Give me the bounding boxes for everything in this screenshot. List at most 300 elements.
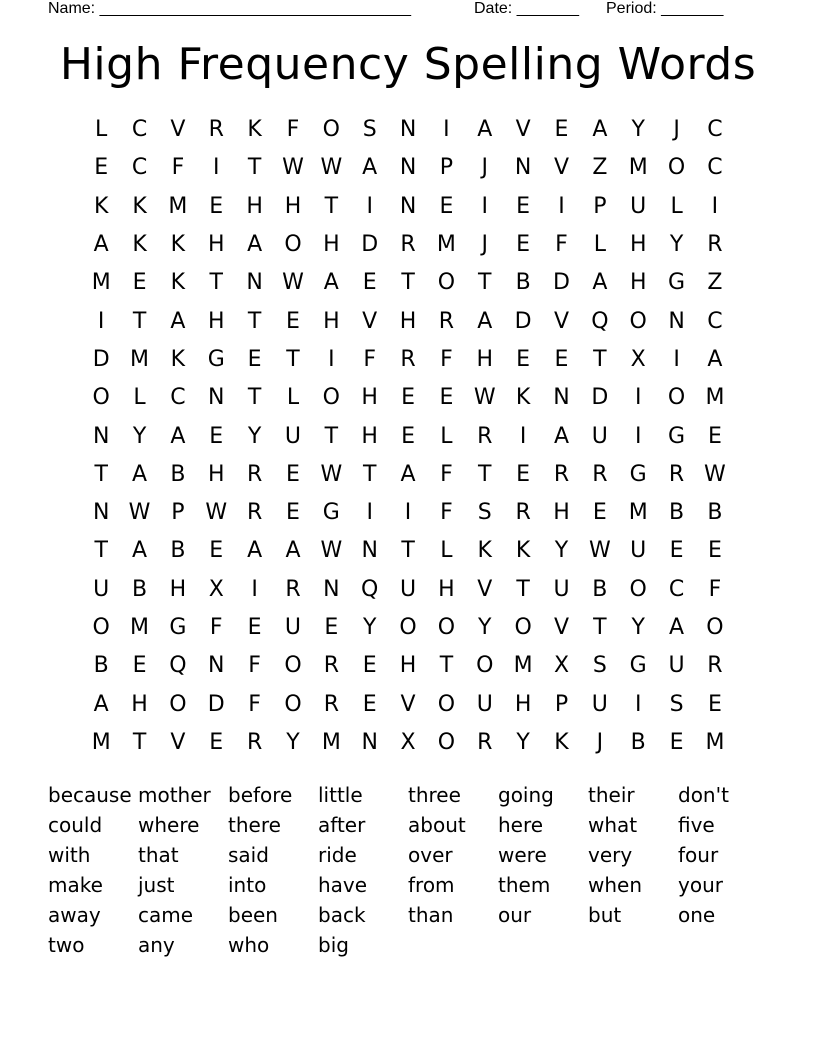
grid-letter: V xyxy=(515,117,531,143)
grid-row xyxy=(82,379,734,417)
grid-letter: E xyxy=(286,500,300,526)
grid-letter: O xyxy=(629,576,647,602)
grid-letter: J xyxy=(481,232,489,258)
grid-letter: M xyxy=(436,232,456,258)
grid-letter: Q xyxy=(591,308,609,334)
grid-letter: O xyxy=(399,615,417,640)
grid-letter: R xyxy=(668,461,685,487)
grid-letter: O xyxy=(322,117,340,143)
grid-letter: N xyxy=(399,155,417,181)
grid-letter: I xyxy=(366,193,373,219)
grid-letter: B xyxy=(170,461,186,487)
grid-letter: I xyxy=(634,423,642,449)
grid-letter: H xyxy=(169,576,187,602)
grid-letter: N xyxy=(399,193,417,219)
grid-letter: B xyxy=(630,729,646,755)
grid-letter: R xyxy=(246,461,263,487)
grid-letter: K xyxy=(477,538,492,564)
grid-letter: I xyxy=(558,193,565,219)
grid-letter: P xyxy=(439,155,454,181)
grid-letter: Y xyxy=(631,615,645,640)
grid-letter: K xyxy=(170,270,186,296)
word-list-item: were xyxy=(498,843,547,867)
grid-letter: N xyxy=(361,729,378,755)
grid-letter: T xyxy=(324,193,339,219)
grid-letter: E xyxy=(707,423,722,449)
grid-row xyxy=(82,609,734,647)
grid-letter: T xyxy=(247,155,262,181)
grid-letter: O xyxy=(514,615,532,640)
grid-letter: S xyxy=(669,691,684,717)
grid-letter: E xyxy=(554,117,569,143)
grid-letter: N xyxy=(514,155,532,181)
word-list-item: here xyxy=(498,813,544,837)
grid-letter: I xyxy=(711,193,719,219)
word-list-item: just xyxy=(138,873,175,897)
grid-letter: U xyxy=(93,576,110,602)
grid-letter: A xyxy=(285,538,301,564)
grid-letter: T xyxy=(247,385,262,411)
page-title: High Frequency Spelling Words xyxy=(59,39,757,90)
grid-letter: F xyxy=(171,155,185,181)
grid-letter: A xyxy=(669,615,685,640)
grid-letter: I xyxy=(634,385,642,411)
grid-letter: F xyxy=(248,691,261,717)
grid-letter: K xyxy=(554,729,569,755)
grid-letter: M xyxy=(130,615,150,640)
grid-letter: D xyxy=(361,232,379,258)
word-list-item: four xyxy=(678,843,719,867)
grid-letter: C xyxy=(707,308,723,334)
grid-letter: A xyxy=(247,538,263,564)
grid-letter: V xyxy=(553,308,570,334)
word-list-item: with xyxy=(48,843,91,867)
period-field: Period: _______ xyxy=(606,0,724,17)
word-list-item: where xyxy=(138,813,200,837)
grid-letter: Y xyxy=(132,423,147,449)
grid-letter: R xyxy=(400,232,416,258)
grid-letter: X xyxy=(630,346,646,372)
grid-letter: K xyxy=(247,117,262,143)
grid-letter: O xyxy=(437,691,456,717)
grid-letter: Y xyxy=(362,615,377,640)
grid-letter: O xyxy=(169,691,187,717)
grid-letter: B xyxy=(93,653,109,679)
grid-letter: H xyxy=(553,500,570,526)
grid-letter: U xyxy=(284,423,302,449)
grid-row xyxy=(82,341,734,379)
grid-letter: Y xyxy=(669,232,684,258)
grid-letter: A xyxy=(400,461,416,487)
grid-letter: I xyxy=(251,576,258,602)
grid-letter: K xyxy=(515,385,531,411)
grid-letter: T xyxy=(401,538,415,564)
grid-row xyxy=(82,149,734,187)
grid-letter: F xyxy=(363,346,377,372)
grid-letter: A xyxy=(247,232,263,258)
grid-letter: E xyxy=(362,270,377,296)
grid-letter: H xyxy=(207,232,225,258)
word-list-item: about xyxy=(408,813,466,837)
grid-letter: A xyxy=(592,117,608,143)
grid-letter: C xyxy=(707,155,723,181)
grid-letter: S xyxy=(592,653,607,679)
grid-letter: D xyxy=(92,346,110,372)
grid-letter: J xyxy=(481,155,489,181)
grid-letter: M xyxy=(628,155,648,181)
grid-letter: I xyxy=(213,155,220,181)
word-list-item: going xyxy=(498,783,554,807)
grid-letter: B xyxy=(592,576,608,602)
grid-letter: A xyxy=(132,538,148,564)
name-field: Name: ___________________________________ xyxy=(48,0,412,17)
grid-letter: E xyxy=(209,423,224,449)
grid-letter: O xyxy=(629,308,647,334)
grid-letter: R xyxy=(707,653,723,679)
word-list-item: than xyxy=(408,903,454,927)
grid-letter: H xyxy=(438,576,455,602)
grid-letter: R xyxy=(400,346,416,372)
grid-letter: E xyxy=(209,538,224,564)
grid-letter: R xyxy=(592,461,608,487)
grid-letter: D xyxy=(553,270,570,296)
word-list-item: mother xyxy=(138,783,211,807)
grid-letter: W xyxy=(128,500,151,526)
grid-letter: L xyxy=(593,232,606,258)
grid-letter: E xyxy=(592,500,607,526)
grid-letter: X xyxy=(553,653,570,679)
grid-letter: V xyxy=(170,117,186,143)
grid-letter: Y xyxy=(554,538,569,564)
grid-letter: Q xyxy=(361,576,379,602)
grid-letter: N xyxy=(399,117,417,143)
grid-letter: D xyxy=(591,385,609,411)
grid-letter: S xyxy=(362,117,377,143)
grid-letter: F xyxy=(440,346,453,372)
grid-letter: Z xyxy=(707,270,723,296)
grid-letter: A xyxy=(477,117,493,143)
grid-letter: V xyxy=(170,729,186,755)
word-list-item: away xyxy=(48,903,101,927)
grid-letter: I xyxy=(97,308,105,334)
word-list-item: ride xyxy=(318,843,357,867)
grid-letter: W xyxy=(473,385,496,411)
grid-letter: V xyxy=(362,308,378,334)
word-list-item: could xyxy=(48,813,103,837)
grid-letter: O xyxy=(284,691,302,717)
grid-row xyxy=(82,111,734,149)
word-list-item: them xyxy=(498,873,551,897)
grid-letter: M xyxy=(91,729,111,755)
grid-letter: A xyxy=(170,423,186,449)
grid-letter: I xyxy=(481,193,489,219)
grid-letter: H xyxy=(207,461,225,487)
grid-letter: E xyxy=(439,385,454,411)
word-list-item: who xyxy=(228,933,270,957)
grid-letter: W xyxy=(205,500,228,526)
grid-letter: N xyxy=(553,385,570,411)
grid-letter: A xyxy=(362,155,378,181)
grid-letter: O xyxy=(284,653,302,679)
word-list-item: after xyxy=(318,813,366,837)
grid-letter: H xyxy=(629,232,647,258)
grid-letter: E xyxy=(209,729,224,755)
grid-letter: T xyxy=(478,270,492,296)
grid-letter: X xyxy=(208,576,224,602)
grid-letter: A xyxy=(170,308,186,334)
grid-letter: E xyxy=(362,691,377,717)
grid-letter: H xyxy=(246,193,263,219)
grid-letter: I xyxy=(443,117,450,143)
grid-letter: E xyxy=(516,193,531,219)
grid-letter: H xyxy=(361,423,378,449)
grid-letter: T xyxy=(401,270,415,296)
grid-letter: E xyxy=(401,385,415,411)
grid-letter: Y xyxy=(478,615,492,640)
grid-letter: W xyxy=(320,538,343,564)
grid-row xyxy=(82,494,734,532)
grid-letter: L xyxy=(95,117,108,143)
word-list-item: their xyxy=(588,783,635,807)
grid-letter: E xyxy=(286,461,300,487)
grid-letter: O xyxy=(437,270,456,296)
grid-row xyxy=(82,456,734,494)
grid-letter: M xyxy=(130,346,150,372)
grid-row xyxy=(82,417,734,455)
grid-letter: U xyxy=(284,615,302,640)
grid-letter: R xyxy=(707,232,723,258)
word-list-item: three xyxy=(408,783,461,807)
grid-letter: K xyxy=(132,193,147,219)
grid-letter: H xyxy=(399,308,417,334)
word-list-item: any xyxy=(138,933,175,957)
grid-letter: T xyxy=(94,538,108,564)
word-list-item: one xyxy=(678,903,716,927)
date-field: Date: _______ xyxy=(474,0,579,17)
grid-letter: O xyxy=(437,729,456,755)
grid-letter: P xyxy=(171,500,185,526)
word-list-item: when xyxy=(588,873,643,897)
grid-letter: E xyxy=(286,308,300,334)
grid-letter: O xyxy=(667,155,686,181)
grid-letter: E xyxy=(94,155,109,181)
grid-letter: I xyxy=(634,691,642,717)
grid-row xyxy=(82,724,734,762)
grid-letter: L xyxy=(286,385,300,411)
grid-letter: T xyxy=(286,346,300,372)
grid-letter: E xyxy=(669,538,684,564)
grid-letter: E xyxy=(324,615,339,640)
grid-letter: W xyxy=(282,270,304,296)
grid-letter: E xyxy=(209,193,224,219)
grid-letter: L xyxy=(670,193,683,219)
grid-letter: H xyxy=(323,308,340,334)
grid-letter: A xyxy=(553,423,570,449)
grid-row xyxy=(82,685,734,723)
grid-letter: V xyxy=(553,615,570,640)
grid-letter: C xyxy=(170,385,186,411)
grid-letter: B xyxy=(515,270,531,296)
grid-letter: G xyxy=(207,346,225,372)
grid-letter: V xyxy=(400,691,416,717)
word-list xyxy=(48,780,768,960)
grid-letter: E xyxy=(516,232,531,258)
grid-letter: B xyxy=(131,576,148,602)
grid-letter: U xyxy=(553,576,570,602)
grid-letter: W xyxy=(704,461,726,487)
grid-letter: R xyxy=(553,461,570,487)
grid-letter: T xyxy=(478,461,492,487)
grid-letter: R xyxy=(246,729,263,755)
grid-letter: M xyxy=(628,500,648,526)
grid-letter: R xyxy=(323,653,339,679)
grid-letter: U xyxy=(400,576,417,602)
grid-letter: I xyxy=(673,346,680,372)
grid-letter: R xyxy=(246,500,263,526)
grid-letter: N xyxy=(323,576,340,602)
grid-letter: H xyxy=(361,385,378,411)
grid-letter: F xyxy=(440,500,453,526)
grid-letter: E xyxy=(362,653,377,679)
grid-letter: P xyxy=(554,691,569,717)
word-list-item: have xyxy=(318,873,368,897)
grid-letter: X xyxy=(400,729,416,755)
grid-letter: E xyxy=(132,653,147,679)
grid-letter: J xyxy=(596,729,604,755)
grid-letter: O xyxy=(322,385,340,411)
grid-letter: T xyxy=(439,653,454,679)
grid-letter: V xyxy=(553,155,570,181)
grid-letter: L xyxy=(440,423,453,449)
grid-letter: M xyxy=(513,653,533,679)
grid-row xyxy=(82,532,734,570)
grid-letter: E xyxy=(247,346,262,372)
word-search-grid xyxy=(82,111,734,762)
grid-letter: H xyxy=(323,232,340,258)
grid-letter: H xyxy=(514,691,532,717)
grid-letter: A xyxy=(132,461,148,487)
word-list-item: five xyxy=(678,813,715,837)
grid-letter: I xyxy=(519,423,527,449)
word-list-item: very xyxy=(588,843,633,867)
grid-letter: H xyxy=(284,193,302,219)
grid-row xyxy=(82,571,734,609)
grid-letter: D xyxy=(514,308,532,334)
grid-letter: A xyxy=(707,346,723,372)
grid-letter: H xyxy=(131,691,148,717)
grid-letter: M xyxy=(168,193,188,219)
grid-letter: T xyxy=(209,270,223,296)
grid-letter: T xyxy=(593,346,607,372)
grid-letter: N xyxy=(92,423,110,449)
grid-letter: A xyxy=(477,308,493,334)
grid-letter: G xyxy=(629,653,647,679)
word-list-item: your xyxy=(678,873,723,897)
grid-row xyxy=(82,302,734,340)
grid-letter: M xyxy=(321,729,341,755)
word-list-item: that xyxy=(138,843,179,867)
grid-letter: N xyxy=(208,385,225,411)
grid-letter: S xyxy=(477,500,492,526)
grid-letter: N xyxy=(668,308,685,334)
grid-letter: I xyxy=(328,346,335,372)
grid-letter: C xyxy=(131,155,148,181)
grid-letter: Q xyxy=(169,653,187,679)
grid-letter: F xyxy=(248,653,261,679)
grid-letter: Z xyxy=(592,155,608,181)
grid-letter: U xyxy=(630,193,647,219)
grid-letter: K xyxy=(170,346,186,372)
grid-letter: B xyxy=(170,538,186,564)
grid-letter: I xyxy=(404,500,412,526)
grid-letter: O xyxy=(92,615,110,640)
grid-letter: Y xyxy=(247,423,262,449)
grid-letter: N xyxy=(246,270,263,296)
grid-letter: O xyxy=(284,232,302,258)
grid-letter: R xyxy=(477,423,493,449)
grid-letter: G xyxy=(629,461,647,487)
grid-letter: F xyxy=(440,461,453,487)
grid-letter: G xyxy=(668,423,686,449)
grid-letter: E xyxy=(132,270,147,296)
grid-letter: E xyxy=(516,461,531,487)
word-list-item: because xyxy=(48,783,132,807)
grid-letter: F xyxy=(209,615,223,640)
grid-letter: Y xyxy=(286,729,300,755)
grid-letter: H xyxy=(476,346,494,372)
word-list-item: into xyxy=(228,873,267,897)
grid-letter: F xyxy=(708,576,722,602)
header-fields xyxy=(48,0,738,20)
grid-letter: K xyxy=(515,538,531,564)
grid-letter: T xyxy=(324,423,339,449)
grid-letter: R xyxy=(285,576,301,602)
word-list-item: came xyxy=(138,903,194,927)
grid-letter: H xyxy=(207,308,225,334)
grid-letter: T xyxy=(593,615,607,640)
grid-letter: J xyxy=(673,117,680,143)
grid-letter: B xyxy=(707,500,723,526)
grid-letter: T xyxy=(132,729,147,755)
grid-letter: H xyxy=(629,270,647,296)
word-list-item: our xyxy=(498,903,532,927)
word-list-item: but xyxy=(588,903,622,927)
grid-letter: E xyxy=(669,729,684,755)
grid-letter: A xyxy=(323,270,339,296)
word-list-item: before xyxy=(228,783,293,807)
word-list-item: over xyxy=(408,843,453,867)
grid-letter: O xyxy=(667,385,686,411)
grid-letter: D xyxy=(207,691,225,717)
grid-letter: E xyxy=(707,538,722,564)
word-list-item: from xyxy=(408,873,455,897)
grid-letter: T xyxy=(247,308,262,334)
grid-letter: N xyxy=(361,538,378,564)
grid-letter: C xyxy=(131,117,148,143)
grid-letter: W xyxy=(282,155,304,181)
grid-letter: M xyxy=(705,385,725,411)
grid-letter: L xyxy=(133,385,146,411)
grid-letter: L xyxy=(440,538,453,564)
word-list-item: said xyxy=(228,843,269,867)
word-list-item: back xyxy=(318,903,366,927)
grid-letter: O xyxy=(437,615,456,640)
grid-letter: M xyxy=(91,270,111,296)
word-list-item: make xyxy=(48,873,103,897)
grid-letter: N xyxy=(208,653,225,679)
grid-letter: Y xyxy=(631,117,645,143)
word-list-item: there xyxy=(228,813,281,837)
